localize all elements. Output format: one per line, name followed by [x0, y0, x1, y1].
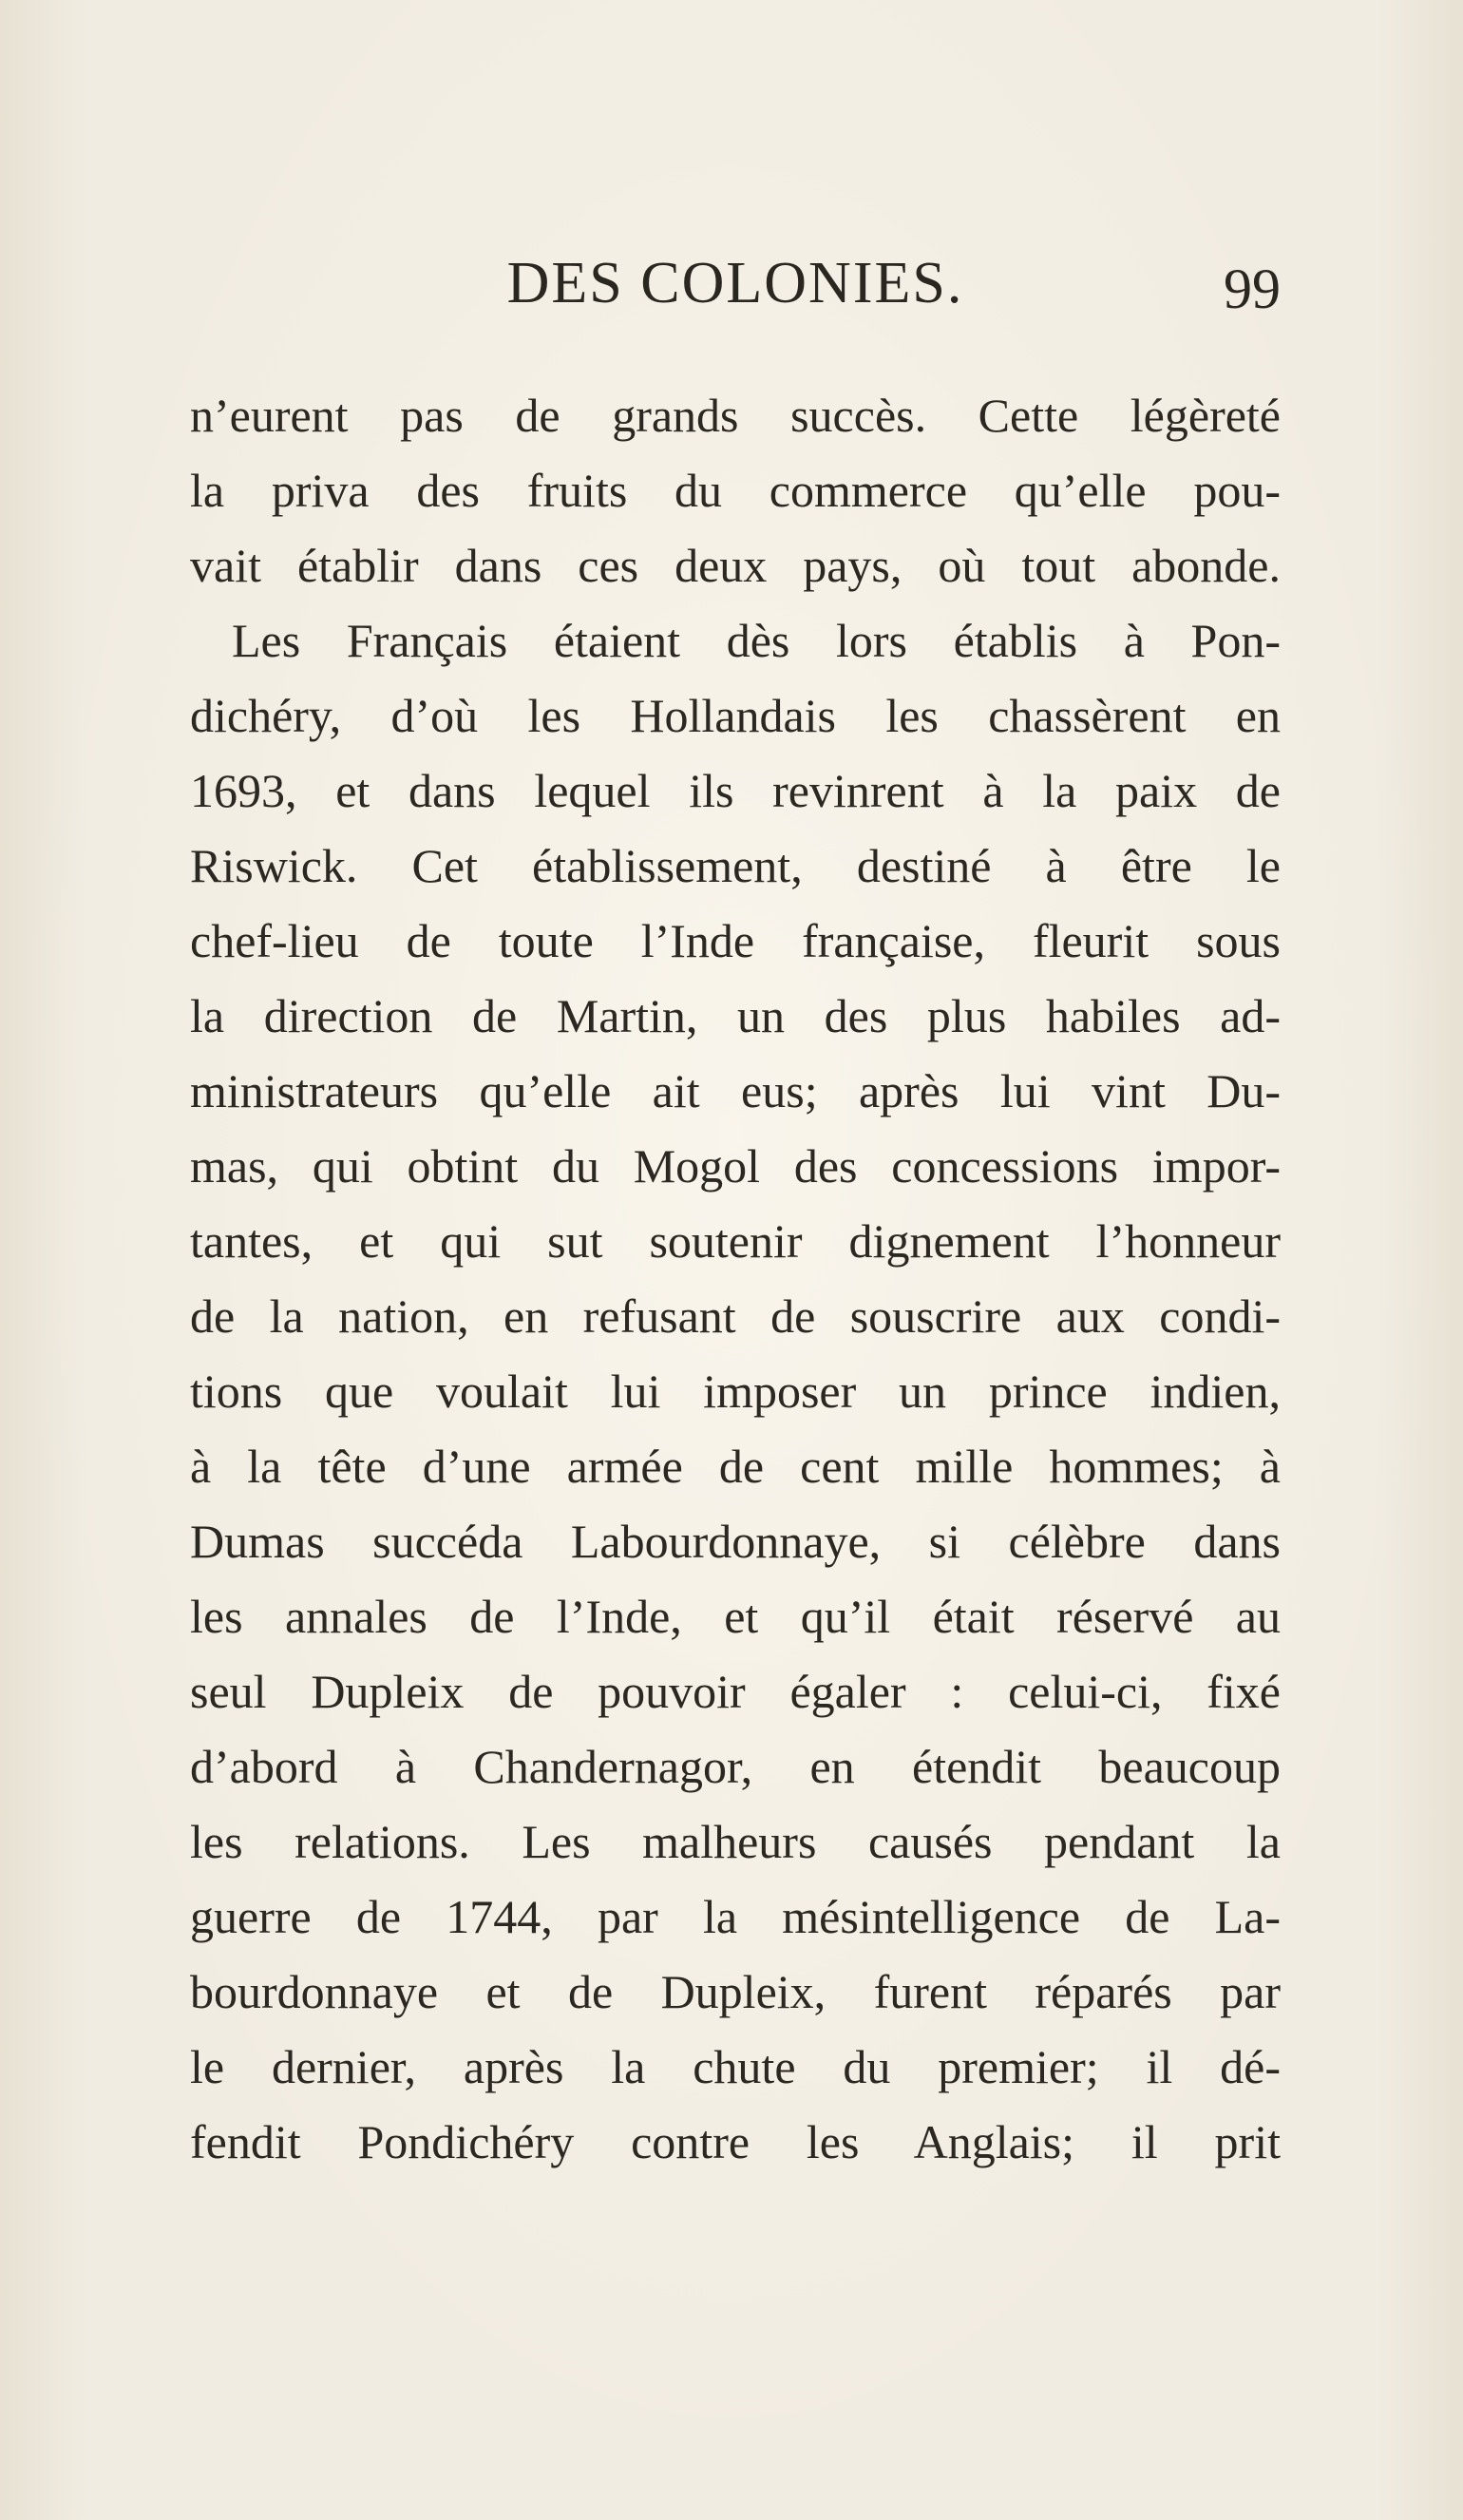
body-text: [190, 378, 1281, 2180]
text-line: dichéry, d’où les Hollandais les chassèrent en: [190, 689, 1281, 742]
text-line: tantes, et qui sut soutenir dignement l’honneur: [190, 1214, 1281, 1268]
text-line: n’eurent pas de grands succès. Cette légèreté: [190, 389, 1281, 442]
text-line: de la nation, en refusant de souscrire aux condi-: [190, 1289, 1281, 1343]
text-line: la priva des fruits du commerce qu’elle pou-: [190, 464, 1281, 517]
text-line: les relations. Les malheurs causés pendant la: [190, 1815, 1281, 1868]
text-line: fendit Pondichéry contre les Anglais; il prit: [190, 2115, 1281, 2168]
text-line-paragraph-start: Les Français étaient dès lors établis à Pon-: [232, 614, 1281, 667]
text-line: seul Dupleix de pouvoir égaler : celui-ci, fixé: [190, 1665, 1281, 1718]
text-line: ministrateurs qu’elle ait eus; après lui vint Du-: [190, 1064, 1281, 1117]
text-line: à la tête d’une armée de cent mille hommes; à: [190, 1440, 1281, 1493]
text-line: mas, qui obtint du Mogol des concessions impor-: [190, 1139, 1281, 1193]
text-line: le dernier, après la chute du premier; il dé-: [190, 2040, 1281, 2093]
text-line: Riswick. Cet établissement, destiné à être le: [190, 839, 1281, 892]
text-line: la direction de Martin, un des plus habiles ad-: [190, 989, 1281, 1042]
text-line: chef-lieu de toute l’Inde française, fleurit sous: [190, 914, 1281, 967]
text-line: d’abord à Chandernagor, en étendit beaucoup: [190, 1740, 1281, 1793]
text-line: guerre de 1744, par la mésintelligence de La-: [190, 1890, 1281, 1943]
text-line: les annales de l’Inde, et qu’il était réservé au: [190, 1590, 1281, 1643]
text-line: tions que voulait lui imposer un prince indien,: [190, 1365, 1281, 1418]
text-line: bourdonnaye et de Dupleix, furent réparés par: [190, 1965, 1281, 2018]
page-header: [190, 245, 1281, 321]
text-line: Dumas succéda Labourdonnaye, si célèbre dans: [190, 1515, 1281, 1568]
text-line: vait établir dans ces deux pays, où tout abonde.: [190, 539, 1281, 592]
page-number: 99: [1224, 258, 1281, 320]
text-line: 1693, et dans lequel ils revinrent à la paix de: [190, 764, 1281, 817]
running-title: DES COLONIES.: [506, 251, 964, 315]
